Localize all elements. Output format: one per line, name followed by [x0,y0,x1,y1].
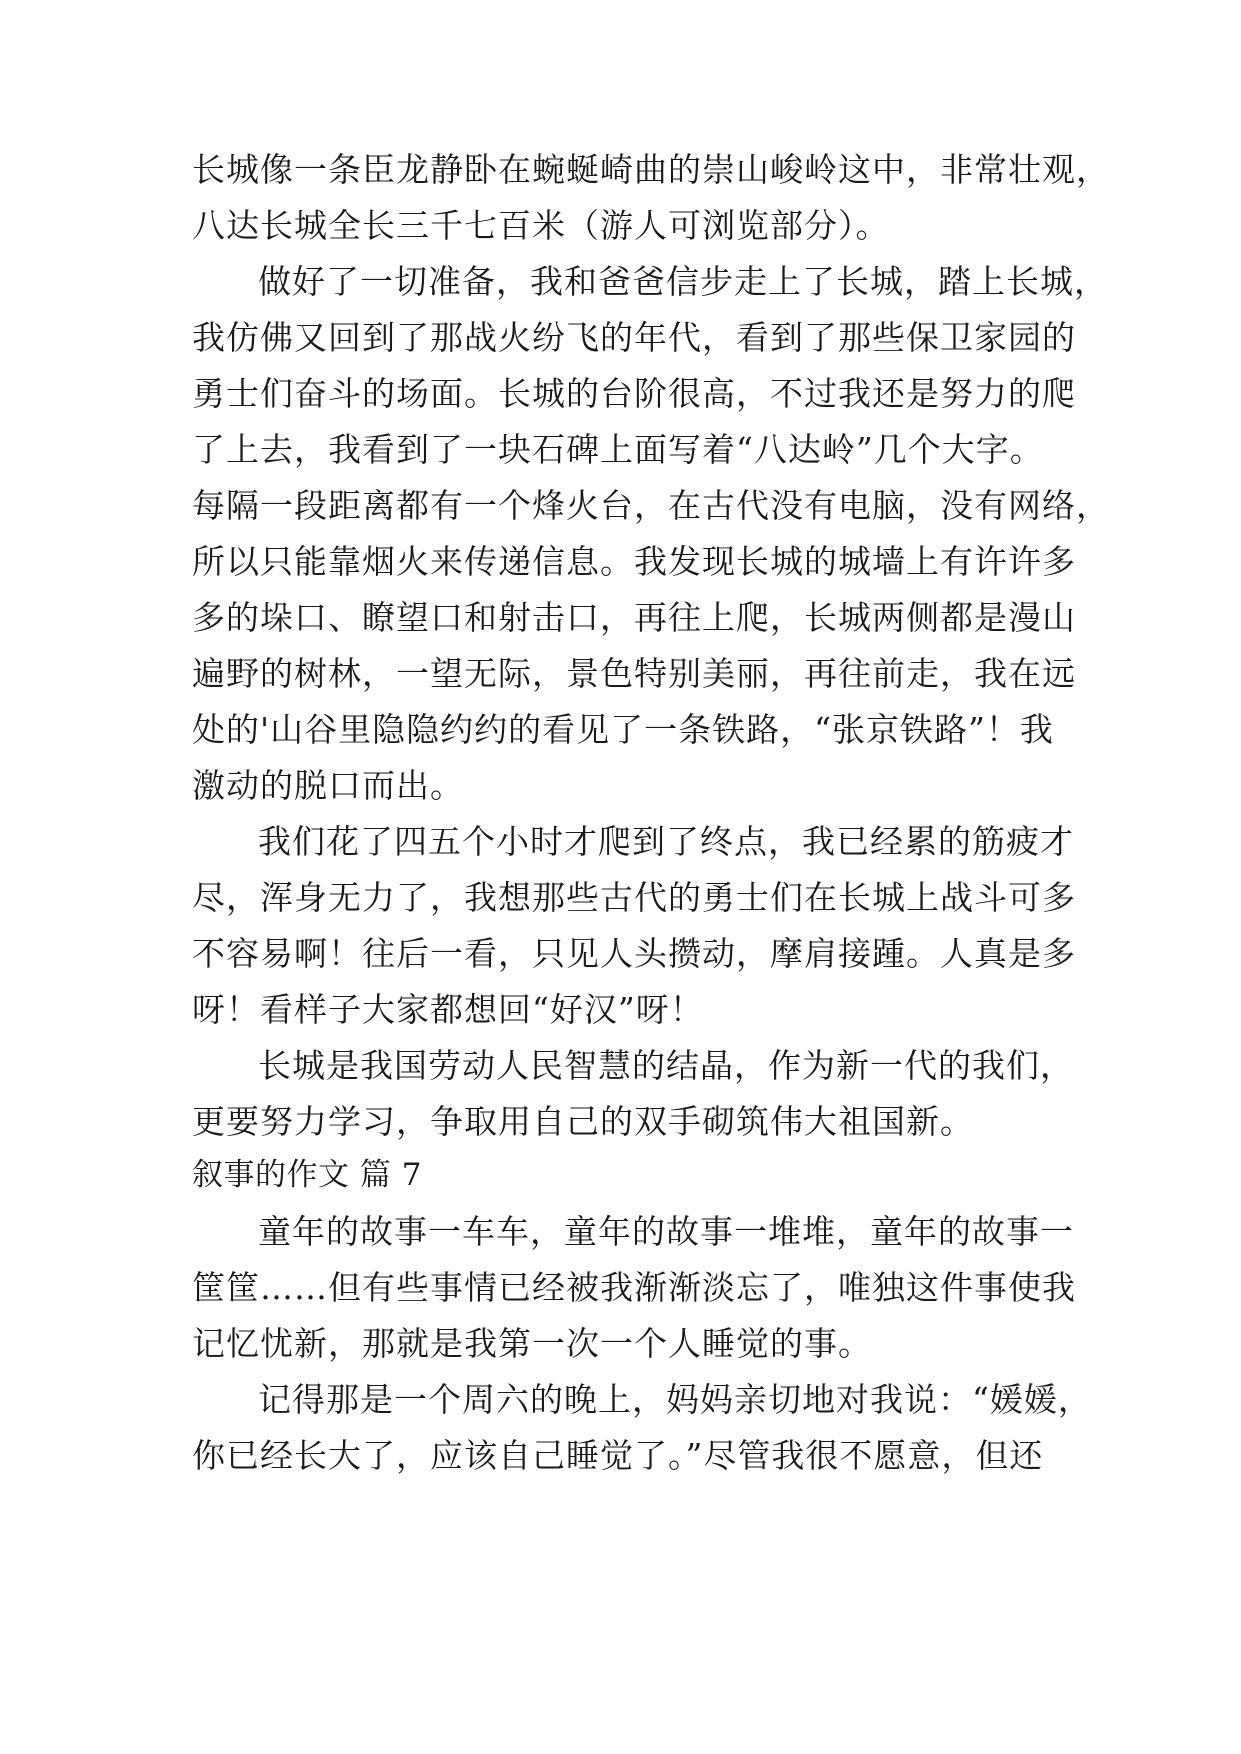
text-line: 筐筐……但有些事情已经被我渐渐淡忘了，唯独这件事使我 [192,1268,1076,1307]
text-line: 激动的脱口而出。 [192,766,464,805]
text-line: 我们花了四五个小时才爬到了终点，我已经累的筋疲才 [258,822,1074,861]
text-line: 呀！看样子大家都想回“好汉”呀！ [192,990,704,1029]
text-line: 多的垛口、瞭望口和射击口，再往上爬，长城两侧都是漫山 [192,598,1076,637]
text-line: 我仿佛又回到了那战火纷飞的年代，看到了那些保卫家园的 [192,318,1076,357]
text-line: 记得那是一个周六的晚上，妈妈亲切地对我说：“媛媛， [258,1380,1092,1419]
text-line: 勇士们奋斗的场面。长城的台阶很高，不过我还是努力的爬 [192,374,1076,413]
text-line: 八达长城全长三千七百米（游人可浏览部分）。 [192,206,890,245]
text-line: 了上去，我看到了一块石碑上面写着“八达岭”几个大字。 [192,430,1044,469]
text-line: 童年的故事一车车，童年的故事一堆堆，童年的故事一 [258,1212,1074,1251]
text-line: 长城是我国劳动人民智慧的结晶，作为新一代的我们， [258,1046,1074,1085]
text-line: 遍野的树林，一望无际，景色特别美丽，再往前走，我在远 [192,654,1076,693]
text-line: 处的'山谷里隐隐约约的看见了一条铁路，“张京铁路”！我 [192,710,1054,749]
text-line: 尽，浑身无力了，我想那些古代的勇士们在长城上战斗可多 [192,878,1076,917]
text-line: 你已经长大了，应该自己睡觉了。”尽管我很不愿意，但还 [192,1436,1044,1475]
text-line: 记忆忧新，那就是我第一次一个人睡觉的事。 [192,1324,872,1363]
text-line: 更要努力学习，争取用自己的双手砌筑伟大祖国新。 [192,1102,974,1141]
text-line: 做好了一切准备，我和爸爸信步走上了长城，踏上长城， [258,262,1108,301]
text-line: 长城像一条臣龙静卧在蜿蜒崎曲的崇山峻岭这中，非常壮观， [192,150,1110,189]
text-line: 不容易啊！往后一看，只见人头攒动，摩肩接踵。人真是多 [192,934,1076,973]
section-heading: 叙事的作文 篇 7 [192,1157,422,1193]
text-line: 所以只能靠烟火来传递信息。我发现长城的城墙上有许许多 [192,542,1076,581]
text-line: 每隔一段距离都有一个烽火台，在古代没有电脑，没有网络， [192,486,1110,525]
